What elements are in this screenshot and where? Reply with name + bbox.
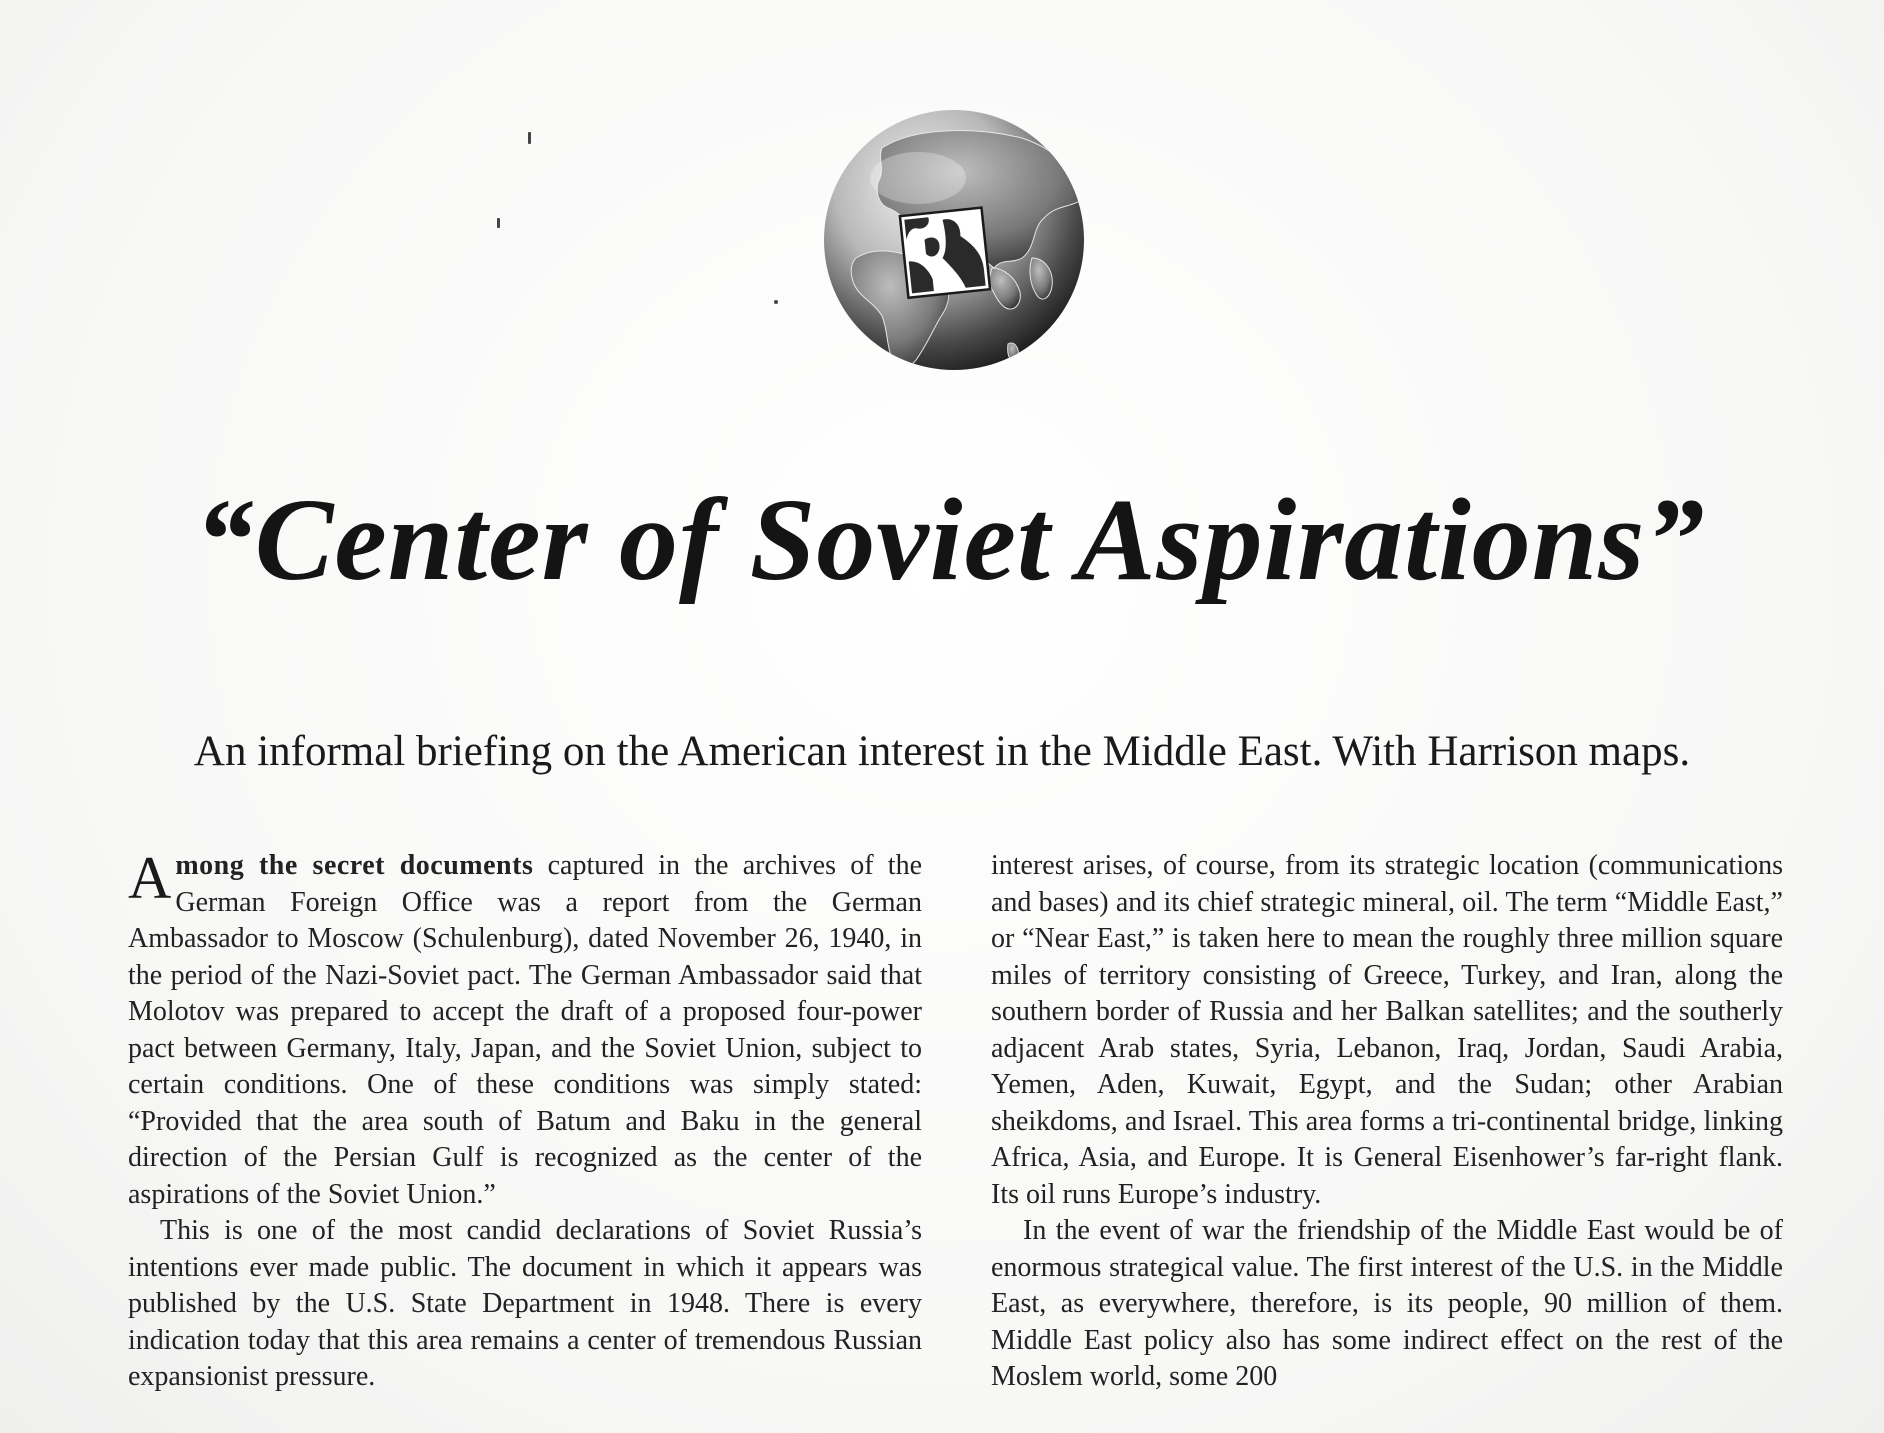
right-column: [991, 848, 1783, 1396]
left-paragraph-1-text: captured in the archives of the German Foreign Office was a report from the German Ambassador to Moscow (Schulenburg), dated November 26, 1940, in the period of the Nazi-Soviet pact. The German Ambassador said that Molotov was prepared to accept the draft of a proposed four-power pact between Germany, Italy, Japan, and the Soviet Union, subject to certain conditions. One of these conditions was simply stated: “Provided that the area south of Batum and Baku in the general direction of the Persian Gulf is recognized as the center of the aspirations of the Soviet Union.”: [128, 850, 923, 1210]
globe-icon: [822, 108, 1086, 372]
drop-cap: A: [128, 845, 172, 911]
lead-in-bold: mong the secret documents: [175, 850, 534, 881]
article-subheadline: An informal briefing on the American interest in the Middle East. With Harrison maps.: [193, 728, 1691, 775]
print-speck: [528, 132, 531, 144]
print-speck: [497, 218, 500, 228]
right-paragraph-2: In the event of war the friendship of the Middle East would be of enormous strategical value. The first interest of the U.S. in the Middle East, as everywhere, therefore, is its people, 90 million of them. Middle East policy also has some indirect effect on the rest of the Moslem world, some 200: [991, 1215, 1783, 1392]
right-paragraph-1: interest arises, of course, from its strategic location (communications and bases) and its chief strategic mineral, oil. The term “Middle East,” or “Near East,” is taken here to mean the roughly three million square miles of territory consisting of Greece, Turkey, and Iran, along the southern border of Russia and her Balkan satellites; and the southerly adjacent Arab states, Syria, Lebanon, Iraq, Jordan, Saudi Arabia, Yemen, Aden, Kuwait, Egypt, and the Sudan; other Arabian sheikdoms, and Israel. This area forms a tri-continental bridge, linking Africa, Asia, and Europe. It is General Eisenhower’s far-right flank. Its oil runs Europe’s industry.: [991, 850, 1783, 1210]
globe-illustration: [822, 108, 1086, 372]
left-paragraph-1: [128, 845, 923, 1213]
article-headline: “Center of Soviet Aspirations”: [194, 474, 1706, 605]
left-column: [128, 845, 923, 1396]
left-paragraph-2: This is one of the most candid declarations of Soviet Russia’s intentions ever made public. The document in which it appears was published by the U.S. State Department in 1948. There is every indication today that this area remains a center of tremendous Russian expansionist pressure.: [128, 1215, 922, 1392]
print-speck: [774, 300, 778, 304]
